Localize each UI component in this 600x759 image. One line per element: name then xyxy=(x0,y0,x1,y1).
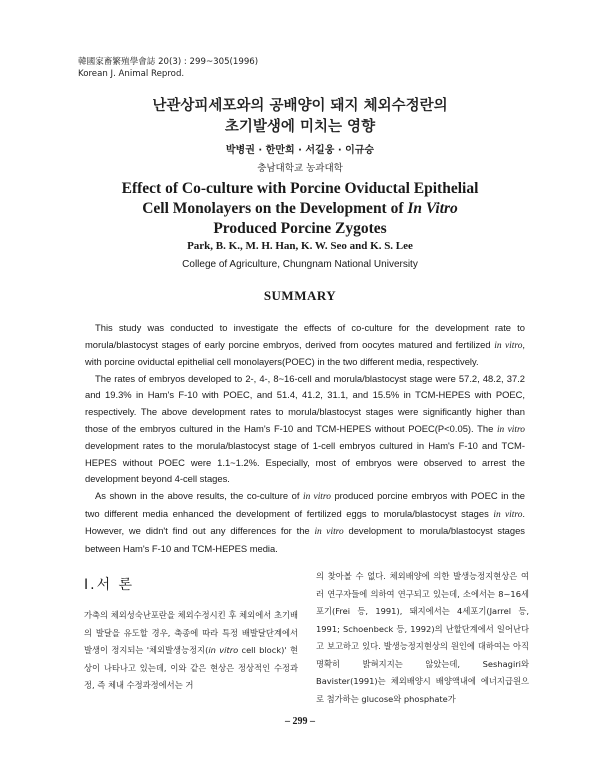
journal-citation-english: Korean J. Animal Reprod. xyxy=(78,69,185,79)
summary-paragraph-3 xyxy=(85,488,525,557)
left-column-paragraph xyxy=(84,607,298,695)
korean-affiliation: 충남대학교 농과대학 xyxy=(257,163,343,174)
summary-p3-italic-3: in vitro xyxy=(314,527,344,538)
right-column-paragraph: 의 찾아볼 수 없다. 체외배양에 의한 발생능정지현상은 여러 연구자들에 의하여 연구되고 있는데, 소에서는 8~16세포기(Frei 등, 1991), 돼지에서는 4세포기(Jarrel 등, 1991; Schoenbeck 등, 1992)의 난할단계에서 일어난다고 보고하고 있다. 발생능정지현상의 원인에 대하여는 아직 명확히 밝혀지지는 않았는데, Seshagiri와 Bavister(1991)는 체외배양시 배양액내에 에너지급원으로 첨가하는 glucose와 phosphate가 xyxy=(316,571,529,704)
korean-title-line2: 초기발생에 미치는 영향 xyxy=(224,119,376,135)
korean-authors: 박병권 · 한만희 · 서길웅 · 이규승 xyxy=(225,145,375,156)
summary-p1-text-b: , with porcine oviductal epithelial cell monolayers(POEC) in the two different media, respectively. xyxy=(85,338,525,368)
left-column-text-b: cell block)' 현상이 나타나고 있는데, 이와 같은 현상은 정상적인 수정과정, 즉 체내 수정과정에서는 거 xyxy=(84,645,298,690)
left-column-italic: in vitro xyxy=(208,645,239,655)
english-authors: Park, B. K., M. H. Han, K. W. Seo and K. S. Lee xyxy=(187,240,413,252)
section-heading-introduction: Ⅰ.서 론 xyxy=(84,577,135,593)
summary-paragraph-1 xyxy=(85,320,525,371)
summary-p3-italic-2: in vitro xyxy=(493,509,523,520)
summary-heading: SUMMARY xyxy=(263,288,337,303)
summary-p3-italic-1: in vitro xyxy=(302,491,331,502)
english-title-line3: Produced Porcine Zygotes xyxy=(213,220,387,237)
journal-citation xyxy=(78,56,258,80)
summary-p1-italic: in vitro xyxy=(494,340,523,351)
summary-abstract xyxy=(85,320,525,557)
summary-p3-text-c: . However, we didn't find out any differences for the xyxy=(85,507,525,537)
summary-p3-text-a: As shown in the above results, the co-culture of xyxy=(95,489,303,501)
summary-paragraph-2 xyxy=(85,371,525,488)
korean-title-line1: 난관상피세포와의 공배양이 돼지 체외수정란의 xyxy=(152,98,448,114)
summary-p1-text-a: This study was conducted to investigate the effects of co-culture for the development rate to morula/blastocyst stages of early porcine embryos, derived from oocytes matured and fertilized xyxy=(85,322,525,350)
english-title-line2-italic: In Vitro xyxy=(407,200,458,217)
english-title-line2 xyxy=(0,200,600,218)
summary-p3-text-b: produced porcine embryos with POEC in the two different media enhanced the development of fertilized eggs to morula/blastocyst stages xyxy=(85,489,526,519)
english-title-line2-text: Cell Monolayers on the Development of xyxy=(142,200,408,217)
english-title-line1: Effect of Co-culture with Porcine Oviductal Epithelial xyxy=(121,180,479,197)
summary-p2-italic: in vitro xyxy=(496,424,525,435)
journal-citation-korean: 韓國家畜繁殖學會誌 20(3) : 299~305(1996) xyxy=(78,57,259,67)
summary-p2-text-a: The rates of embryos developed to 2-, 4-, 8~16-cell and morula/blastocyst stage were 57.2, 48.2, 37.2 and 19.3% in Ham's F-10 with POEC, and 51.4, 41.2, 31.1, and 15.5% in TCM-HEPES with POEC, respectively. The above development rates to morula/blastocyst stages were significantly higher than those of the embryos cultured in the Ham's F-10 and TCM-HEPES without POEC(P<0.05). The xyxy=(85,372,525,434)
right-column-body xyxy=(316,568,529,708)
left-column-body xyxy=(84,607,298,695)
left-column-text-a: 가축의 체외성숙난포란을 체외수정시킨 후 체외에서 초기배의 발달을 유도할 경우, 축종에 따라 특정 배발달단계에서 발생이 정지되는 '체외발생능정지( xyxy=(84,610,298,655)
summary-p3-text-d: development to morula/blastocyst stages between Ham's F-10 and TCM-HEPES media. xyxy=(85,525,525,554)
english-affiliation: College of Agriculture, Chungnam National University xyxy=(182,259,418,270)
summary-p2-text-b: development rates to the morula/blastocyst stage of 1-cell embryos cultured in Ham's F-10 and TCM-HEPES without POEC were 1.1~1.2%. Especially, most of embryos were observed to arrest the development beyond 4-cell stages. xyxy=(85,440,525,485)
page-number: – 299 – xyxy=(285,716,315,727)
